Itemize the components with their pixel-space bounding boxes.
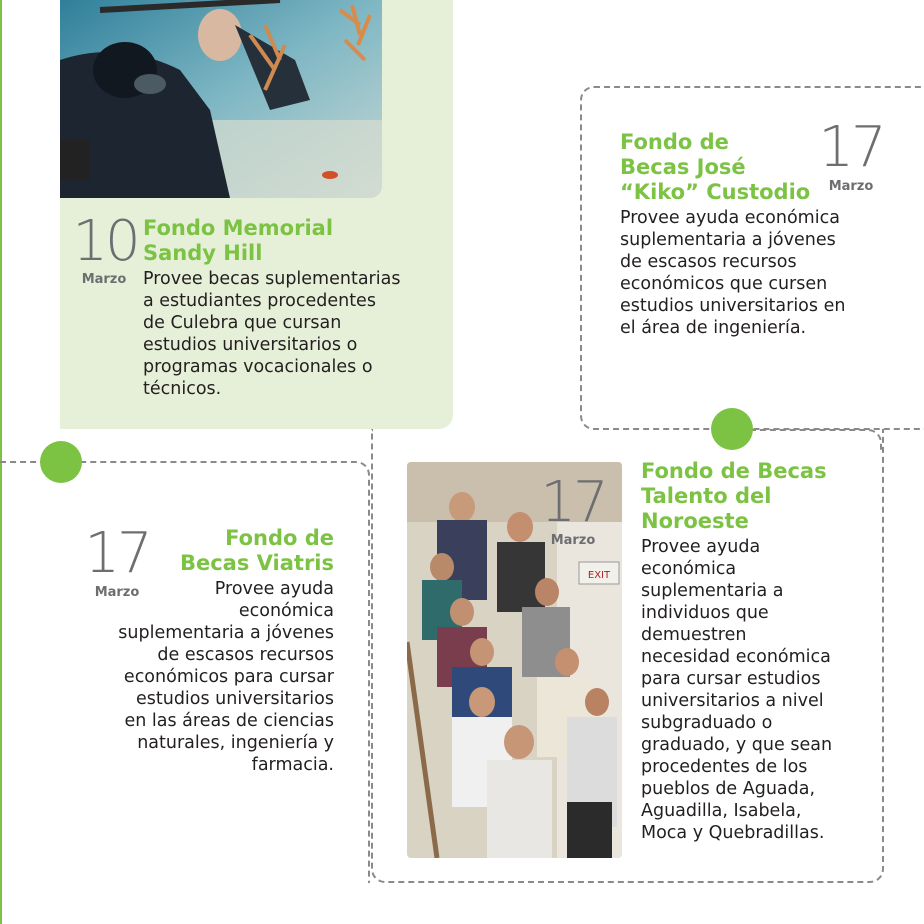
timeline-dot: [711, 408, 753, 450]
card-title: Fondo de Becas Talento del Noroeste: [641, 459, 827, 533]
date-day: 17: [540, 470, 606, 535]
date-day: 10: [72, 209, 138, 274]
card-description: Provee becas suplementarias a estudiantes procedentes de Culebra que cursan estudios universitarios o programas vocacionales o técnicos.: [143, 269, 401, 399]
timeline-dot: [40, 441, 82, 483]
diver-photo: [60, 0, 382, 198]
svg-text:EXIT: EXIT: [587, 570, 611, 581]
date-month: Marzo: [81, 272, 127, 287]
date-month: Marzo: [550, 533, 596, 548]
card-title: Fondo Memorial Sandy Hill: [143, 216, 334, 265]
card-description: Provee ayuda económica suplementaria a jóvenes de escasos recursos económicos que cursen estudios universitarios en el área de ingeniería.: [620, 208, 846, 338]
date-day: 17: [818, 115, 884, 180]
card-description: Provee ayuda económica suplementaria a jóvenes de escasos recursos económicos para cursar estudios universitarios en las áreas de ciencias naturales, ingeniería y farmacia.: [118, 579, 334, 775]
date-month: Marzo: [94, 585, 140, 600]
card-title: Fondo de Becas José “Kiko” Custodio: [620, 130, 811, 204]
date-day: 17: [84, 521, 150, 586]
card-description: Provee ayuda económica suplementaria a individuos que demuestren necesidad económica para cursar estudios universitarios a nivel subgraduado o graduado, y que sean procedentes de los pueblos de Aguada, Aguadilla, Isabela, Moca y Quebradillas.: [641, 537, 833, 843]
card-frame-corner: [740, 429, 882, 451]
card-title: Fondo de Becas Viatris: [179, 526, 334, 575]
date-month: Marzo: [828, 179, 874, 194]
